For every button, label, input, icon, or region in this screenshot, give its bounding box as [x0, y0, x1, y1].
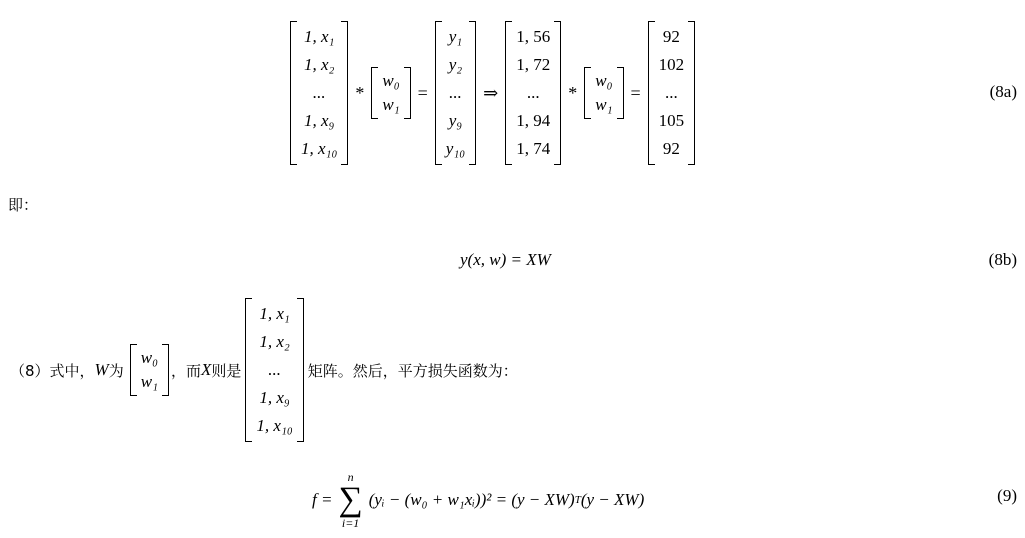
eq9-body: (yᵢ − (w₀ + w₁xᵢ))² = (y − XW) [368, 490, 575, 509]
equation-8b: y(x, w) = XW [460, 250, 551, 269]
matrix-values: 1, 56 1, 72 ... 1, 94 1, 74 [505, 21, 561, 165]
vector-w: w₀ w₁ [371, 67, 410, 119]
equation-8a [290, 26, 695, 160]
inline-vector-w: w₀ w₁ [130, 344, 169, 396]
definition-paragraph [10, 302, 518, 438]
para-text-3: ，而 [170, 361, 201, 380]
text-ji: 即： [8, 196, 39, 214]
para-text-2: 为 [108, 361, 124, 380]
equation-number-8b: (8b) [988, 250, 1017, 269]
equals-symbol-2: = [630, 82, 641, 103]
eq9-transpose: T [574, 494, 581, 506]
implies-arrow: ⇒ [483, 82, 499, 103]
var-w: W [94, 360, 109, 379]
para-text-4: 则是 [211, 361, 242, 380]
multiply-symbol: * [355, 82, 365, 103]
var-x: X [201, 360, 212, 379]
equals-symbol: = [417, 82, 428, 103]
multiply-symbol-2: * [568, 82, 578, 103]
vector-y: y₁ y₂ ... y₉ y₁₀ [435, 21, 476, 165]
eq9-lhs: f = [312, 490, 333, 509]
para-text-1: （8）式中， [10, 361, 95, 380]
para-text-5: 矩阵。然后，平方损失函数为： [307, 361, 518, 380]
vector-w-2: w₀ w₁ [584, 67, 623, 119]
equation-number-9: (9) [997, 486, 1017, 505]
equation-number-8a: (8a) [989, 82, 1017, 101]
matrix-x [290, 21, 348, 165]
equation-9 [312, 470, 644, 530]
summation-icon: n ∑ i=1 [338, 470, 363, 530]
vector-y-values: 92 102 ... 105 92 [648, 21, 696, 165]
inline-matrix-x: 1, x₁ 1, x₂ ... 1, x₉ 1, x₁₀ [245, 298, 303, 442]
matrix-x-cells: 1, x₁ 1, x₂ ... 1, x₉ 1, x₁₀ [301, 27, 338, 158]
eq9-body-2: (y − XW) [580, 490, 645, 509]
